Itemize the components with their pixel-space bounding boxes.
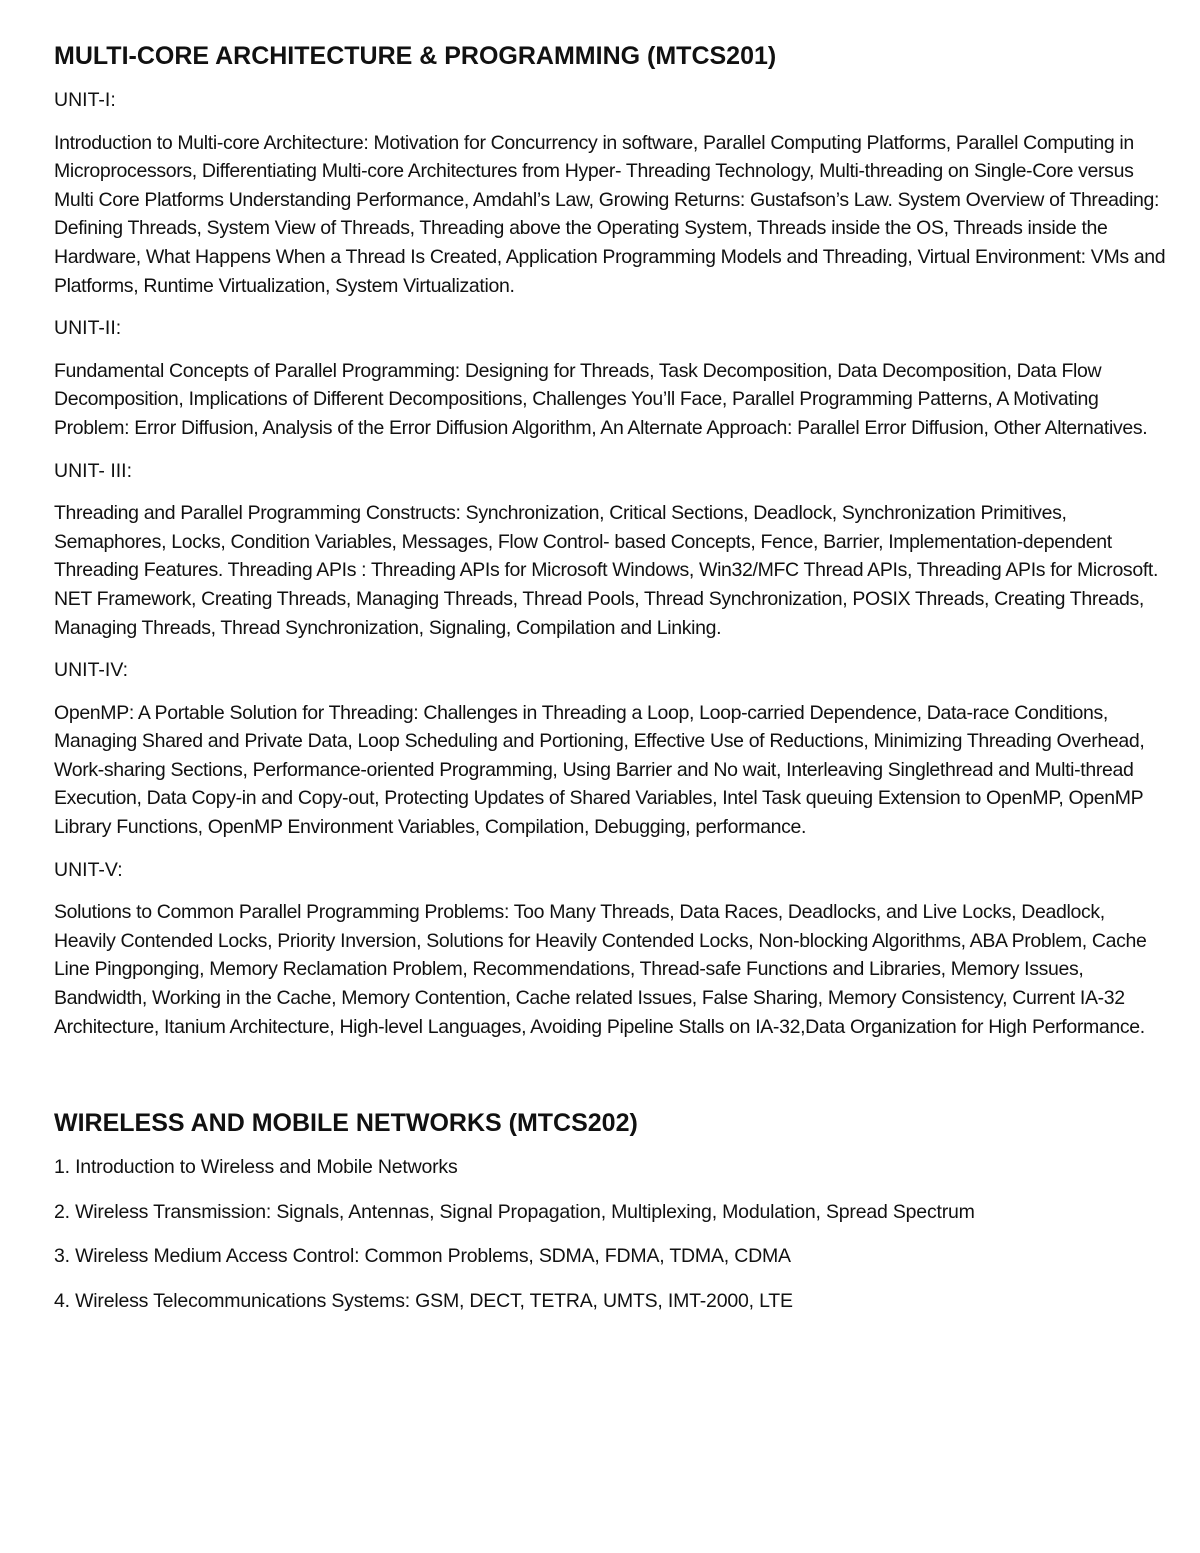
syllabus-page bbox=[54, 38, 1166, 1332]
unit-label: UNIT-V: bbox=[54, 858, 123, 881]
section-spacer bbox=[54, 1055, 1166, 1105]
unit-description: Introduction to Multi-core Architecture: Motivation for Concurrency in software, Parallel Computing Platforms, Parallel Computing in Microprocessors, Differentiating Multi-core Architectures from Hyper- Threading Technology, Multi-threading on Single-Core versus Multi Core Platforms Understanding Performance, Amdahl’s Law, Growing Returns: Gustafson’s Law. System Overview of Threading: Defining Threads, System View of Threads, Threading above the Operating System, Threads inside the OS, Threads inside the Hardware, What Happens When a Thread Is Created, Application Programming Models and Threading, Virtual Environment: VMs and Platforms, Runtime Virtualization, System Virtualization. bbox=[54, 131, 1166, 297]
unit-label: UNIT- III: bbox=[54, 459, 132, 482]
unit-description: OpenMP: A Portable Solution for Threading: Challenges in Threading a Loop, Loop-carried Dependence, Data-race Conditions, Managing Shared and Private Data, Loop Scheduling and Portioning, Effective Use of Reductions, Minimizing Threading Overhead, Work-sharing Sections, Performance-oriented Programming, Using Barrier and No wait, Interleaving Singlethread and Multi-thread Execution, Data Copy-in and Copy-out, Protecting Updates of Shared Variables, Intel Task queuing Extension to OpenMP, OpenMP Library Functions, OpenMP Environment Variables, Compilation, Debugging, performance. bbox=[54, 701, 1145, 839]
unit-description: Threading and Parallel Programming Constructs: Synchronization, Critical Sections, Deadlock, Synchronization Primitives, Semaphores, Locks, Condition Variables, Messages, Flow Control- based Concepts, Fence, Barrier, Implementation-dependent Threading Features. Threading APIs : Threading APIs for Microsoft Windows, Win32/MFC Thread APIs, Threading APIs for Microsoft. NET Framework, Creating Threads, Managing Threads, Thread Pools, Thread Synchronization, POSIX Threads, Creating Threads, Managing Threads, Thread Synchronization, Signaling, Compilation and Linking. bbox=[54, 502, 1159, 639]
unit-description: Fundamental Concepts of Parallel Programming: Designing for Threads, Task Decomposition, Data Decomposition, Data Flow Decomposition, Implications of Different Decompositions, Challenges You’ll Face, Parallel Programming Patterns, A Motivating Problem: Error Diffusion, Analysis of the Error Diffusion Algorithm, An Alternate Approach: Parallel Error Diffusion, Other Alternatives. bbox=[54, 359, 1148, 439]
unit-label: UNIT-I: bbox=[54, 89, 116, 111]
topic-item: 4. Wireless Telecommunications Systems: GSM, DECT, TETRA, UMTS, IMT-2000, LTE bbox=[54, 1290, 793, 1312]
topic-item: 1. Introduction to Wireless and Mobile Networks bbox=[54, 1156, 458, 1179]
topic-item: 3. Wireless Medium Access Control: Common Problems, SDMA, FDMA, TDMA, CDMA bbox=[54, 1245, 791, 1268]
unit-section-2 bbox=[54, 314, 1166, 442]
unit-section-4 bbox=[54, 656, 1166, 842]
unit-section-1 bbox=[54, 86, 1166, 300]
unit-section-3 bbox=[54, 457, 1166, 643]
unit-description: Solutions to Common Parallel Programming Problems: Too Many Threads, Data Races, Deadlocks, and Live Locks, Deadlock, Heavily Contended Locks, Priority Inversion, Solutions for Heavily Contended Locks, Non-blocking Algorithms, ABA Problem, Cache Line Pingponging, Memory Reclamation Problem, Recommendations, Thread-safe Functions and Libraries, Memory Issues, Bandwidth, Working in the Cache, Memory Contention, Cache related Issues, False Sharing, Memory Consistency, Current IA-32 Architecture, Itanium Architecture, High-level Languages, Avoiding Pipeline Stalls on IA-32,Data Organization for High Performance. bbox=[54, 901, 1147, 1038]
unit-section-5 bbox=[54, 856, 1166, 1042]
course-title-mtcs202: WIRELESS AND MOBILE NETWORKS (MTCS202) bbox=[54, 1109, 638, 1138]
unit-label: UNIT-II: bbox=[54, 317, 122, 340]
unit-label: UNIT-IV: bbox=[54, 659, 129, 682]
course-title-mtcs201: MULTI-CORE ARCHITECTURE & PROGRAMMING (MTCS201) bbox=[54, 42, 777, 70]
topic-item: 2. Wireless Transmission: Signals, Antennas, Signal Propagation, Multiplexing, Modulation, Spread Spectrum bbox=[54, 1200, 975, 1223]
